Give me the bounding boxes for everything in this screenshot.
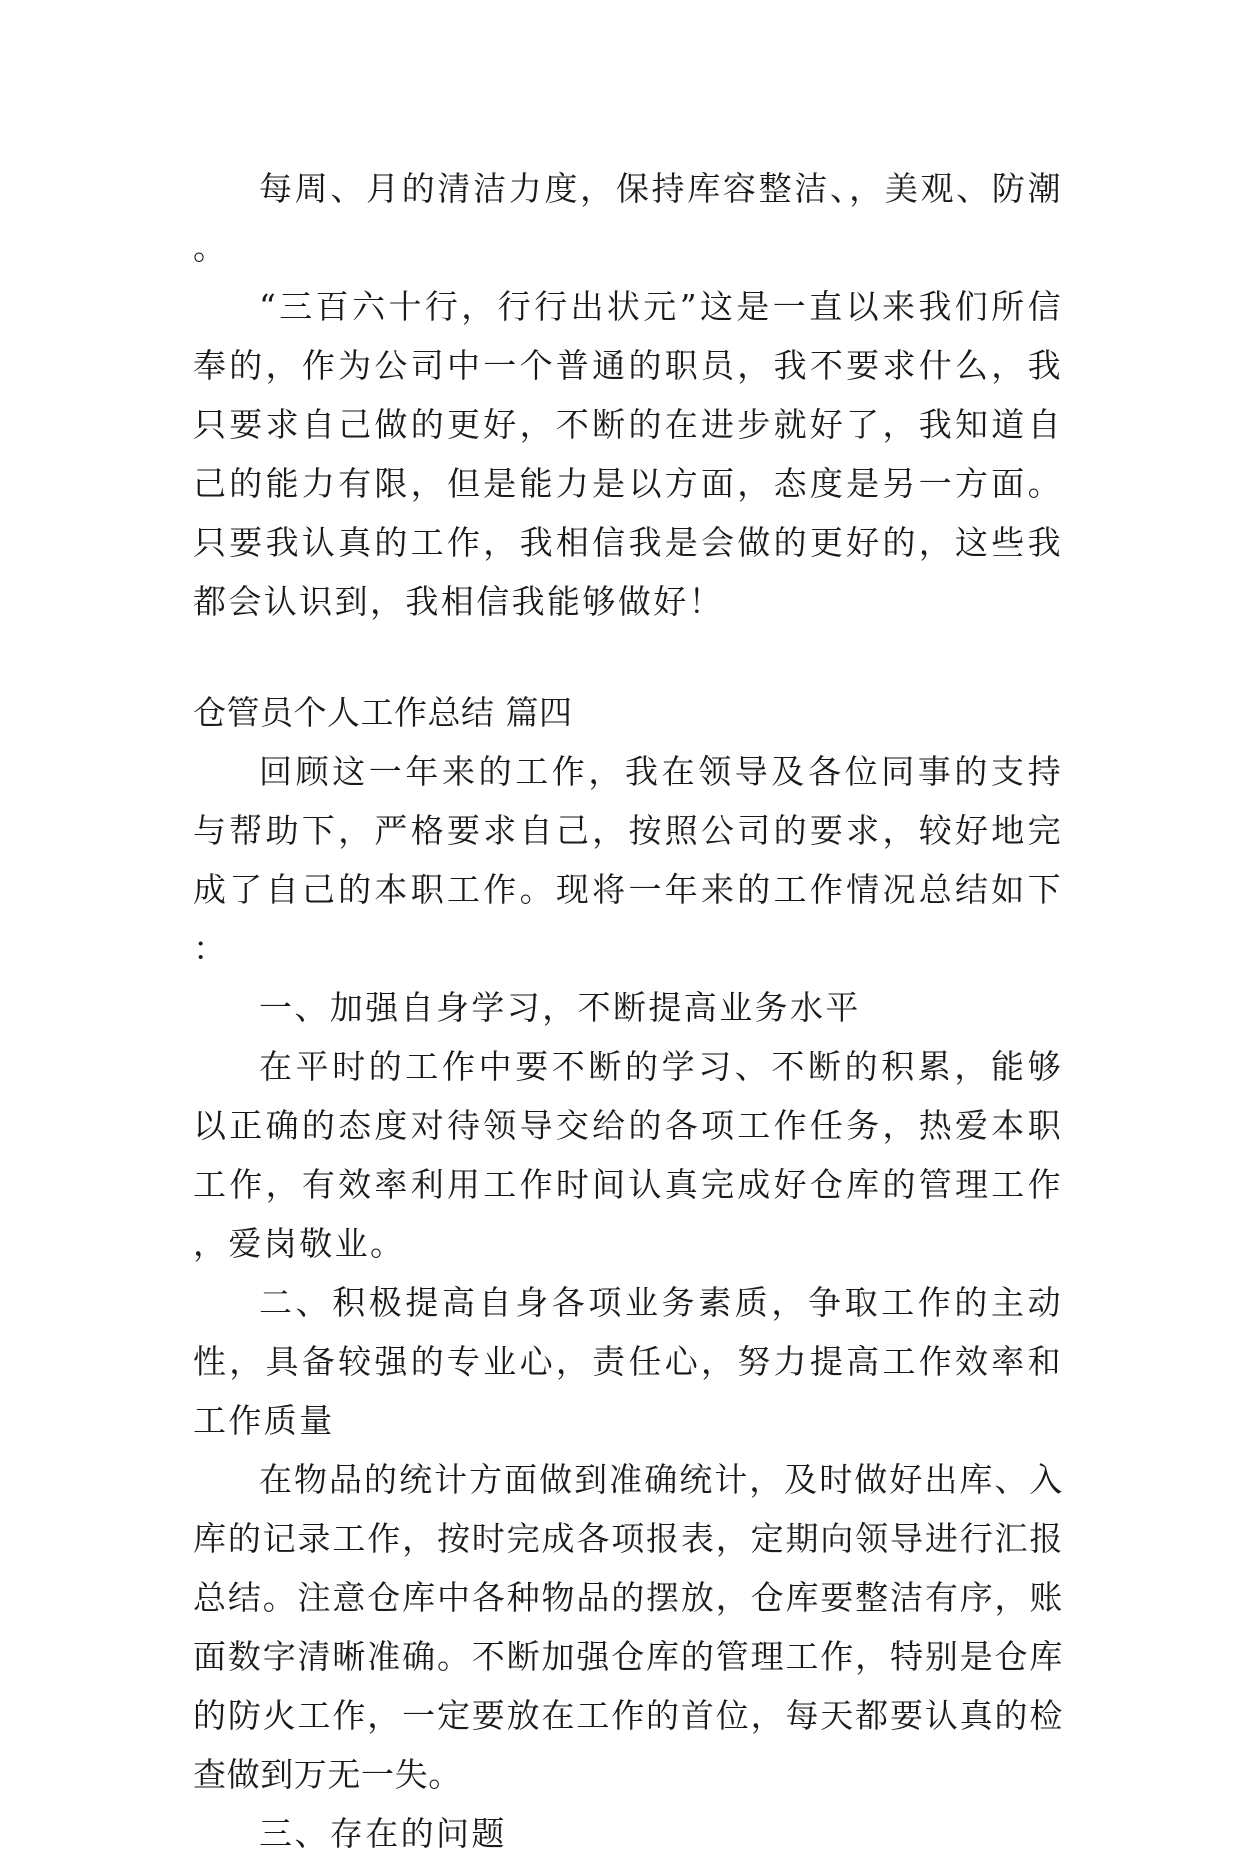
subheading-problems: 三、存在的问题	[259, 1814, 507, 1853]
subheading-study: 一、加强自身学习，不断提高业务水平	[259, 988, 861, 1027]
document-body	[193, 159, 1063, 1863]
paragraph-cleaning: 每周、月的清洁力度，保持库容整洁、，美观、防潮。	[193, 169, 1063, 267]
paragraph-motto: “三百六十行，行行出状元”这是一直以来我们所信奉的，作为公司中一个普通的职员，我不要求什么，我只要求自己做的更好，不断的在进步就好了，我知道自己的能力有限，但是能力是以方面，态度是另一方面。只要我认真的工作，我相信我是会做的更好的，这些我都会认识到，我相信我能够做好！	[193, 287, 1063, 621]
subheading-quality: 二、积极提高自身各项业务素质，争取工作的主动性，具备较强的专业心，责任心，努力提高工作效率和工作质量	[193, 1283, 1063, 1440]
paragraph-study: 在平时的工作中要不断的学习、不断的积累，能够以正确的态度对待领导交给的各项工作任务，热爱本职工作，有效率利用工作时间认真完成好仓库的管理工作，爱岗敬业。	[193, 1047, 1063, 1263]
paragraph-review: 回顾这一年来的工作，我在领导及各位同事的支持与帮助下，严格要求自己，按照公司的要求，较好地完成了自己的本职工作。现将一年来的工作情况总结如下：	[193, 752, 1063, 968]
paragraph-inventory: 在物品的统计方面做到准确统计，及时做好出库、入库的记录工作，按时完成各项报表，定期向领导进行汇报总结。注意仓库中各种物品的摆放，仓库要整洁有序，账面数字清晰准确。不断加强仓库的管理工作，特别是仓库的防火工作，一定要放在工作的首位，每天都要认真的检查做到万无一失。	[193, 1460, 1063, 1794]
section-heading: 仓管员个人工作总结 篇四	[193, 693, 573, 732]
